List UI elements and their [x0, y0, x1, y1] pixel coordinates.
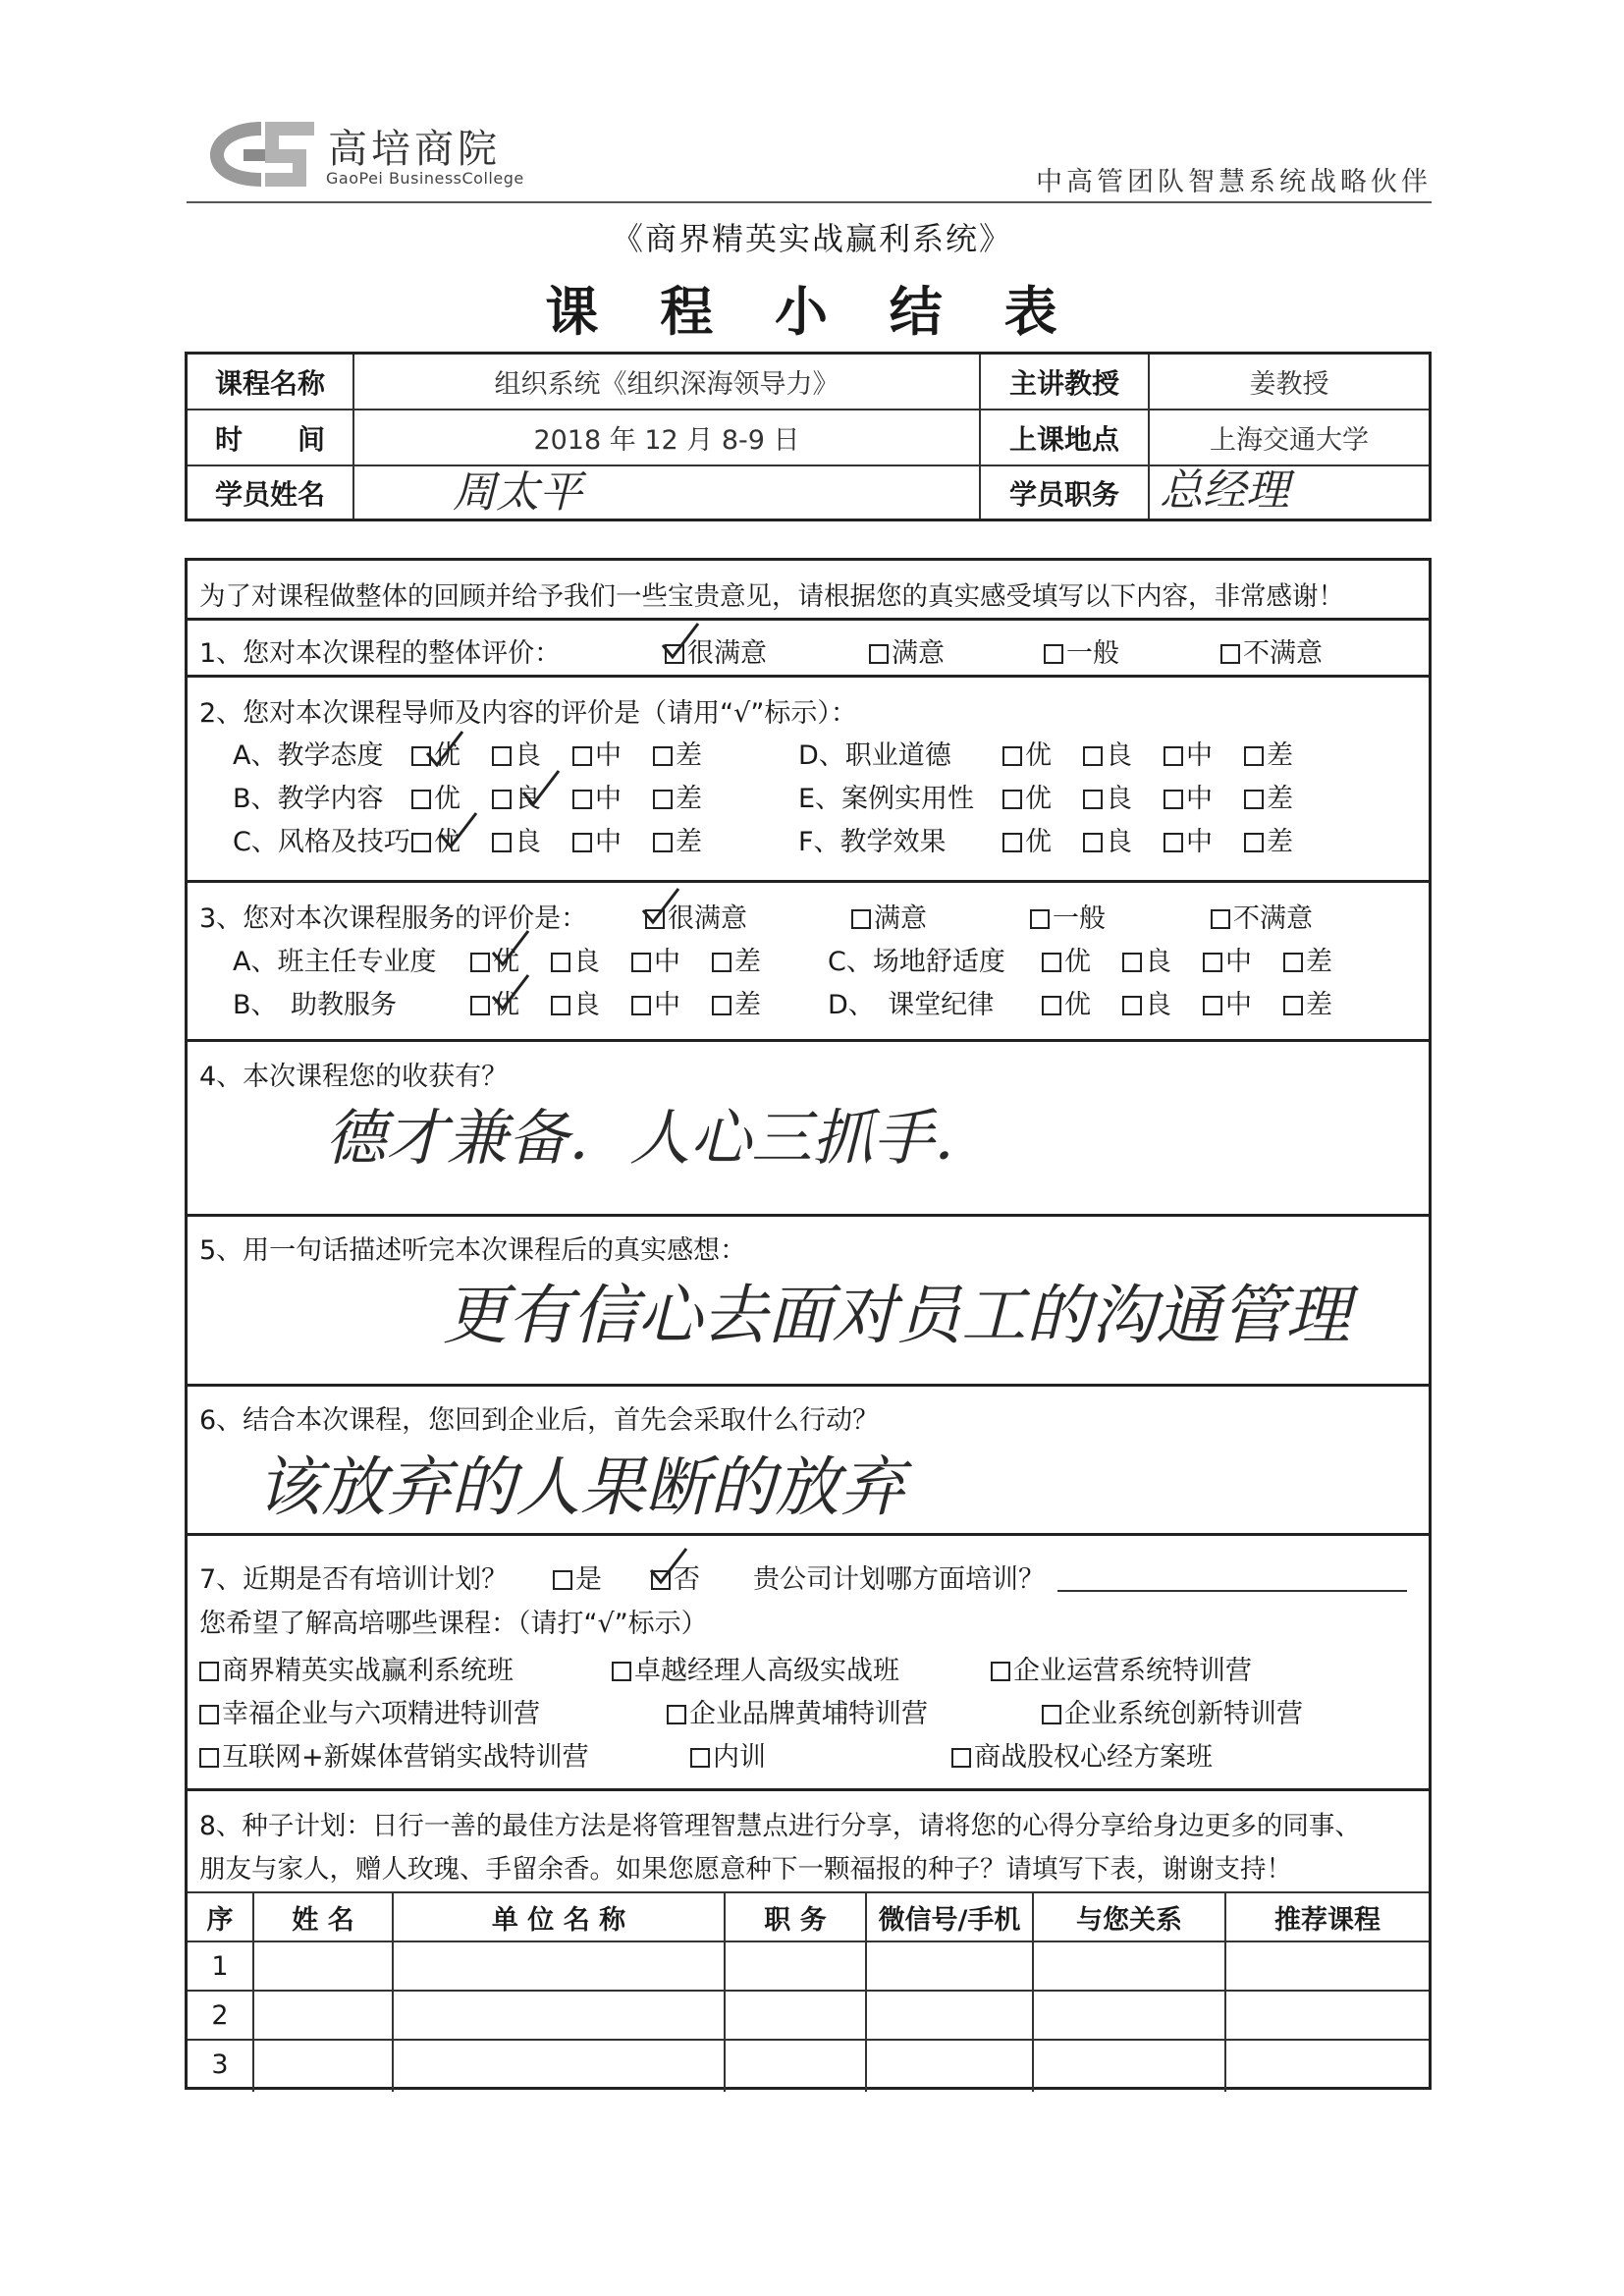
checkbox[interactable]: [1164, 790, 1183, 809]
checkbox[interactable]: [991, 1662, 1010, 1681]
checkbox[interactable]: [1030, 909, 1050, 929]
checkbox[interactable]: [951, 1748, 971, 1768]
checkbox[interactable]: [1283, 996, 1303, 1015]
q7-course-prompt: 您希望了解高培哪些课程：（请打“√”标示）: [199, 1609, 708, 1639]
course-option[interactable]: 幸福企业与六项精进特训营: [199, 1692, 540, 1730]
checkbox[interactable]: [1083, 746, 1103, 766]
q2-left-grade-option[interactable]: 中: [572, 777, 622, 815]
course-option[interactable]: 卓越经理人高级实战班: [612, 1649, 899, 1687]
q3-left-grade-option[interactable]: 差: [712, 940, 761, 978]
student-name-handwriting: 周太平: [453, 467, 582, 518]
checkbox[interactable]: [653, 790, 673, 809]
checkbox[interactable]: [1044, 644, 1063, 664]
survey-intro: 为了对课程做整体的回顾并给予我们一些宝贵意见，请根据您的真实感受填写以下内容，非常感谢！: [199, 581, 1344, 612]
referral-col-index: 序: [206, 1904, 234, 1936]
instructor-label: 主讲教授: [1008, 366, 1119, 400]
checkbox[interactable]: [1283, 953, 1303, 972]
q2-left-grade-option[interactable]: 差: [653, 777, 702, 815]
q2-left-grade-option[interactable]: 良: [492, 777, 541, 815]
q2-right-grade-option[interactable]: 差: [1244, 777, 1293, 815]
q2-right-grade-option[interactable]: 优: [1002, 734, 1052, 772]
check-mark-icon: [487, 929, 532, 974]
q7-plan-input-line[interactable]: [1057, 1590, 1407, 1592]
checkbox[interactable]: [1002, 790, 1022, 809]
course-option[interactable]: 企业系统创新特训营: [1042, 1692, 1303, 1730]
q2-left-item-name: C、风格及技巧: [233, 827, 410, 857]
q2-left-grade-option[interactable]: 良: [492, 734, 541, 772]
q1-option-unsatisfied[interactable]: 不满意: [1220, 631, 1323, 670]
checkbox[interactable]: [492, 746, 512, 766]
checkbox[interactable]: [1244, 833, 1264, 852]
q7-option-no[interactable]: 否: [651, 1558, 700, 1596]
q3-left-grade-option[interactable]: 差: [712, 983, 761, 1021]
check-mark-icon: [637, 885, 682, 930]
q2-left-grade-option[interactable]: 良: [492, 820, 541, 858]
q3-option-very-satisfied[interactable]: 很满意: [645, 897, 747, 935]
referral-col-company: 单 位 名 称: [491, 1904, 626, 1936]
check-mark-icon: [657, 620, 702, 665]
time-label: 时 间: [214, 422, 325, 456]
course-option[interactable]: 企业品牌黄埔特训营: [667, 1692, 928, 1730]
referral-col-course: 推荐课程: [1274, 1904, 1380, 1936]
brand-name-cn: 高培商院: [328, 127, 501, 172]
q2-left-item-name: B、教学内容: [233, 784, 384, 814]
q3-left-grade-option[interactable]: 优: [470, 983, 519, 1021]
checkbox[interactable]: [1042, 953, 1061, 972]
checkbox[interactable]: [631, 996, 651, 1015]
brand-name-en: GaoPei BusinessCollege: [326, 169, 524, 188]
course-name-value: 组织系统《组织深海领导力》: [494, 369, 839, 400]
checkbox[interactable]: [1083, 790, 1103, 809]
q2-right-grade-option[interactable]: 差: [1244, 820, 1293, 858]
checkbox[interactable]: [1211, 909, 1230, 929]
location-value: 上海交通大学: [1210, 425, 1369, 456]
q2-left-item-name: A、教学态度: [233, 740, 384, 771]
referral-col-contact: 微信号/手机: [878, 1904, 1021, 1936]
checkbox[interactable]: [1002, 746, 1022, 766]
referral-table: [188, 1891, 1429, 2092]
q7-option-yes[interactable]: 是: [553, 1558, 602, 1596]
course-option[interactable]: 企业运营系统特训营: [991, 1649, 1252, 1687]
q2-right-grade-option[interactable]: 良: [1083, 777, 1132, 815]
checkbox[interactable]: [653, 746, 673, 766]
q2-right-grade-option[interactable]: 优: [1002, 777, 1052, 815]
checkbox[interactable]: [572, 790, 592, 809]
checkbox[interactable]: [411, 833, 431, 852]
q3-left-grade-option[interactable]: 优: [470, 940, 519, 978]
referral-row-index: 3: [211, 2049, 229, 2080]
q3-right-grade-option[interactable]: 差: [1283, 940, 1332, 978]
referral-row-index: 1: [211, 1950, 229, 1982]
checkbox[interactable]: [653, 833, 673, 852]
q3-right-grade-option[interactable]: 优: [1042, 940, 1091, 978]
checkbox[interactable]: [667, 1705, 686, 1724]
checkbox[interactable]: [1203, 996, 1222, 1015]
checkbox[interactable]: [851, 909, 871, 929]
q7-plan-label: 贵公司计划哪方面培训？: [753, 1564, 1045, 1595]
course-info-table: [185, 352, 1432, 521]
checkbox[interactable]: [553, 1570, 572, 1590]
q4-label: 4、本次课程您的收获有？: [199, 1062, 509, 1092]
check-mark-icon: [435, 811, 480, 856]
q2-left-grade-option[interactable]: 优: [411, 820, 460, 858]
q3-option-satisfied[interactable]: 满意: [851, 897, 927, 935]
q3-option-average[interactable]: 一般: [1030, 897, 1106, 935]
q2-left-grade-option[interactable]: 中: [572, 820, 622, 858]
q3-label: 3、您对本次课程服务的评价是：: [199, 903, 588, 934]
q2-right-grade-option[interactable]: 良: [1083, 820, 1132, 858]
q2-left-grade-option[interactable]: 差: [653, 734, 702, 772]
tagline: 中高管团队智慧系统战略伙伴: [1036, 167, 1432, 197]
document-title: 《商界精英实战赢利系统》: [611, 220, 1012, 257]
check-mark-icon: [421, 730, 466, 775]
q3-left-item-name: B、 助教服务: [233, 990, 398, 1020]
checkbox[interactable]: [690, 1748, 710, 1768]
checkbox[interactable]: [1042, 1705, 1061, 1724]
q5-label: 5、用一句话描述听完本次课程后的真实感想：: [199, 1235, 747, 1266]
checkbox[interactable]: [1122, 996, 1142, 1015]
q3-right-grade-option[interactable]: 良: [1122, 940, 1171, 978]
referral-col-position: 职 务: [764, 1904, 827, 1936]
q3-left-grade-option[interactable]: 良: [551, 983, 600, 1021]
checkbox[interactable]: [572, 833, 592, 852]
course-option[interactable]: 互联网+新媒体营销实战特训营: [199, 1735, 589, 1774]
q2-right-item-name: D、职业道德: [798, 740, 951, 771]
course-option[interactable]: 商界精英实战赢利系统班: [199, 1649, 514, 1687]
location-label: 上课地点: [1008, 422, 1119, 456]
checkbox[interactable]: [1244, 790, 1264, 809]
q1-label: 1、您对本次课程的整体评价：: [199, 638, 562, 669]
q3-right-item-name: C、场地舒适度: [828, 947, 1005, 977]
q1-option-satisfied[interactable]: 满意: [869, 631, 945, 670]
q3-right-grade-option[interactable]: 中: [1203, 940, 1252, 978]
checkbox[interactable]: [612, 1662, 631, 1681]
checkbox[interactable]: [199, 1662, 219, 1681]
checkbox[interactable]: [1203, 953, 1222, 972]
student-title-label: 学员职务: [1008, 477, 1119, 511]
q4-answer-handwriting: 德才兼备．人心三抓手．: [325, 1102, 996, 1174]
q3-left-grade-option[interactable]: 良: [551, 940, 600, 978]
checkbox[interactable]: [1002, 833, 1022, 852]
q2-right-item-name: E、案例实用性: [798, 784, 975, 814]
q3-right-grade-option[interactable]: 中: [1203, 983, 1252, 1021]
instructor-value: 姜教授: [1249, 369, 1329, 400]
checkbox[interactable]: [1083, 833, 1103, 852]
gaopei-logo-icon: [204, 116, 320, 192]
check-mark-icon: [645, 1547, 690, 1592]
checkbox[interactable]: [411, 790, 431, 809]
checkbox[interactable]: [572, 746, 592, 766]
q3-right-grade-option[interactable]: 差: [1283, 983, 1332, 1021]
q3-right-grade-option[interactable]: 良: [1122, 983, 1171, 1021]
referral-col-name: 姓 名: [292, 1904, 354, 1936]
referral-row-index: 2: [211, 1999, 229, 2031]
checkbox[interactable]: [551, 953, 570, 972]
q3-left-item-name: A、班主任专业度: [233, 947, 437, 977]
q2-label: 2、您对本次课程导师及内容的评价是（请用“√”标示）：: [199, 698, 857, 729]
checkbox[interactable]: [1220, 644, 1240, 664]
q6-answer-handwriting: 该放弃的人果断的放弃: [256, 1449, 904, 1525]
check-mark-icon: [487, 973, 532, 1018]
course-option[interactable]: 商战股权心经方案班: [951, 1735, 1213, 1774]
document-heading: 课 程 小 结 表: [545, 281, 1079, 343]
referral-col-relation: 与您关系: [1076, 1904, 1182, 1936]
q2-left-grade-option[interactable]: 差: [653, 820, 702, 858]
checkbox[interactable]: [492, 790, 512, 809]
q2-right-grade-option[interactable]: 良: [1083, 734, 1132, 772]
header-divider: [187, 201, 1432, 203]
q5-answer-handwriting: 更有信心去面对员工的沟通管理: [443, 1278, 1350, 1353]
q2-right-grade-option[interactable]: 中: [1164, 777, 1213, 815]
q1-option-average[interactable]: 一般: [1044, 631, 1119, 670]
checkbox[interactable]: [551, 996, 570, 1015]
q7-label: 7、近期是否有培训计划？: [199, 1564, 509, 1595]
checkbox[interactable]: [1122, 953, 1142, 972]
q8-line1: 8、种子计划：日行一善的最佳方法是将管理智慧点进行分享，请将您的心得分享给身边更多的同事、: [199, 1811, 1361, 1841]
q2-left-grade-option[interactable]: 优: [411, 777, 460, 815]
survey-form: [185, 558, 1432, 2090]
q3-left-grade-option[interactable]: 中: [631, 983, 680, 1021]
checkbox[interactable]: [631, 953, 651, 972]
checkbox[interactable]: [712, 953, 731, 972]
checkbox[interactable]: [1164, 833, 1183, 852]
course-name-label: 课程名称: [214, 366, 325, 400]
q2-left-grade-option[interactable]: 优: [411, 734, 460, 772]
student-title-handwriting: 总经理: [1160, 465, 1289, 516]
checkbox[interactable]: [1244, 746, 1264, 766]
course-option[interactable]: 内训: [690, 1735, 766, 1774]
q8-line2: 朋友与家人，赠人玫瑰、手留余香。如果您愿意种下一颗福报的种子？请填写下表，谢谢支持！: [199, 1854, 1292, 1885]
time-value: 2018 年 12 月 8-9 日: [533, 425, 800, 456]
checkbox[interactable]: [712, 996, 731, 1015]
q1-option-very-satisfied[interactable]: 很满意: [665, 631, 767, 670]
checkbox[interactable]: [199, 1705, 219, 1724]
checkbox[interactable]: [492, 833, 512, 852]
checkbox[interactable]: [869, 644, 889, 664]
q2-right-item-name: F、教学效果: [798, 827, 947, 857]
q3-left-grade-option[interactable]: 中: [631, 940, 680, 978]
student-name-label: 学员姓名: [214, 477, 325, 511]
check-mark-icon: [517, 769, 563, 814]
q6-label: 6、结合本次课程，您回到企业后，首先会采取什么行动？: [199, 1405, 880, 1436]
q3-right-item-name: D、 课堂纪律: [828, 990, 995, 1020]
checkbox[interactable]: [1164, 746, 1183, 766]
q3-right-grade-option[interactable]: 优: [1042, 983, 1091, 1021]
q2-right-grade-option[interactable]: 差: [1244, 734, 1293, 772]
checkbox[interactable]: [1042, 996, 1061, 1015]
q2-right-grade-option[interactable]: 中: [1164, 734, 1213, 772]
checkbox[interactable]: [199, 1748, 219, 1768]
q2-left-grade-option[interactable]: 中: [572, 734, 622, 772]
q2-right-grade-option[interactable]: 优: [1002, 820, 1052, 858]
q3-option-unsatisfied[interactable]: 不满意: [1211, 897, 1313, 935]
q2-right-grade-option[interactable]: 中: [1164, 820, 1213, 858]
